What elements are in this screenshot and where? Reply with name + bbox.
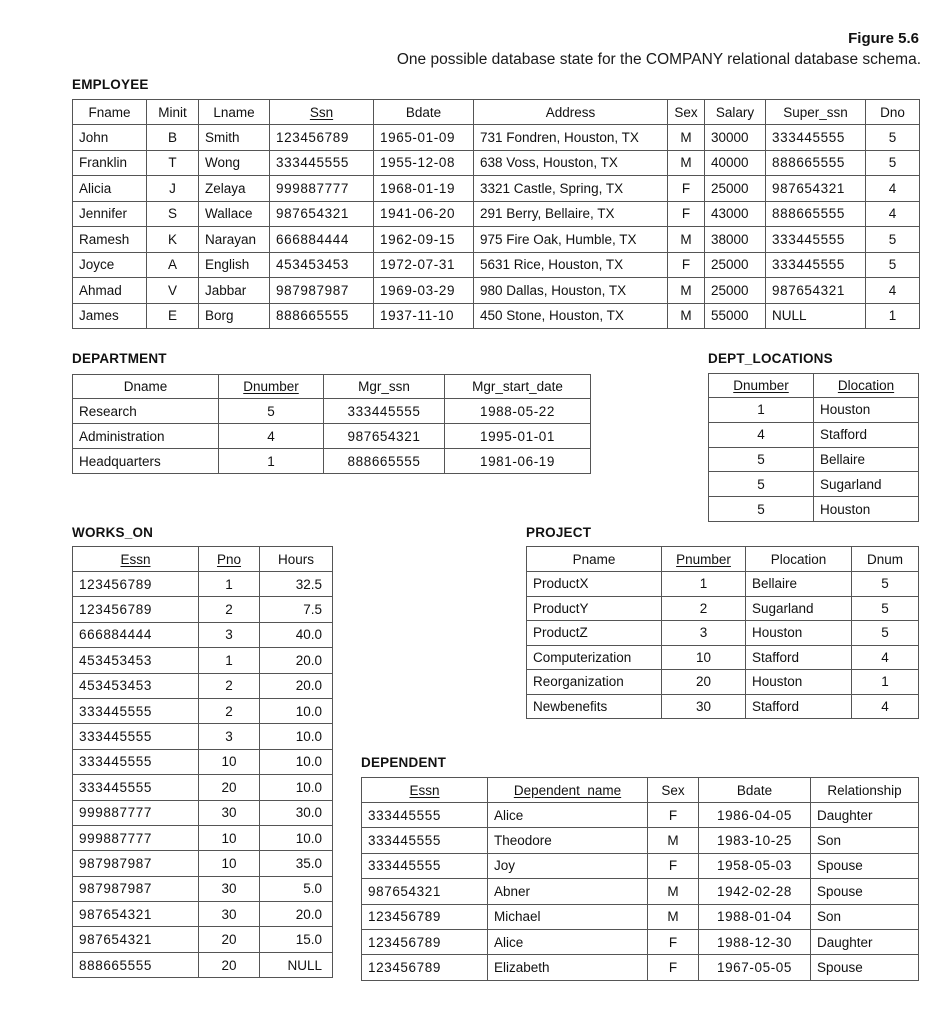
dependent-header-bdate: Bdate <box>699 778 811 803</box>
project-table-title: PROJECT <box>526 525 592 540</box>
employee-cell-ssn: 987654321 <box>270 201 374 227</box>
employee-header-lname: Lname <box>199 100 270 125</box>
works-on-cell-essn: 453453453 <box>73 648 199 673</box>
department-header-dname: Dname <box>73 375 219 399</box>
works-on-cell-hours: 20.0 <box>260 648 333 673</box>
table-row <box>73 775 333 800</box>
employee-cell-sex: M <box>668 150 705 176</box>
employee-cell-bdate: 1965-01-09 <box>374 125 474 151</box>
works-on-cell-pno: 2 <box>199 698 260 723</box>
works-on-cell-hours: 20.0 <box>260 902 333 927</box>
department-cell-dnumber: 4 <box>219 424 324 449</box>
table-row <box>73 749 333 774</box>
employee-cell-salary: 38000 <box>705 227 766 253</box>
table-row <box>73 952 333 977</box>
works-on-cell-pno: 2 <box>199 597 260 622</box>
table-row <box>362 879 919 904</box>
dependent-cell-dependent-name: Michael <box>488 904 648 929</box>
employee-cell-lname: Wong <box>199 150 270 176</box>
employee-cell-sex: M <box>668 125 705 151</box>
department-header-mgr-start-date: Mgr_start_date <box>445 375 591 399</box>
dependent-cell-bdate: 1986-04-05 <box>699 803 811 828</box>
employee-cell-salary: 25000 <box>705 176 766 202</box>
employee-header-bdate: Bdate <box>374 100 474 125</box>
employee-cell-fname: James <box>73 303 147 329</box>
table-row <box>73 800 333 825</box>
employee-cell-lname: Narayan <box>199 227 270 253</box>
employee-cell-fname: Franklin <box>73 150 147 176</box>
project-cell-pname: Newbenefits <box>527 694 662 719</box>
project-cell-plocation: Stafford <box>746 694 852 719</box>
employee-cell-salary: 25000 <box>705 278 766 304</box>
dependent-cell-sex: F <box>648 803 699 828</box>
works-on-cell-pno: 3 <box>199 622 260 647</box>
works-on-cell-essn: 987987987 <box>73 876 199 901</box>
employee-cell-ssn: 987987987 <box>270 278 374 304</box>
dependent-cell-sex: M <box>648 828 699 853</box>
employee-cell-lname: Zelaya <box>199 176 270 202</box>
works-on-cell-essn: 999887777 <box>73 800 199 825</box>
department-cell-dname: Research <box>73 399 219 424</box>
table-row <box>73 424 591 449</box>
employee-cell-super-ssn: 987654321 <box>766 176 866 202</box>
figure-title: Figure 5.6 <box>848 30 919 47</box>
project-cell-pname: ProductX <box>527 572 662 597</box>
department-cell-mgr-ssn: 987654321 <box>324 424 445 449</box>
department-cell-mgr-start-date: 1981-06-19 <box>445 449 591 474</box>
dependent-cell-dependent-name: Theodore <box>488 828 648 853</box>
dependent-cell-sex: M <box>648 904 699 929</box>
employee-header-salary: Salary <box>705 100 766 125</box>
table-row <box>527 596 919 621</box>
employee-cell-dno: 1 <box>866 303 920 329</box>
department-header-dnumber: Dnumber <box>219 375 324 399</box>
department-cell-mgr-start-date: 1995-01-01 <box>445 424 591 449</box>
dependent-table-title: DEPENDENT <box>361 755 447 770</box>
department-cell-dname: Headquarters <box>73 449 219 474</box>
works-on-cell-pno: 3 <box>199 724 260 749</box>
dept-locations-cell-dlocation: Sugarland <box>814 472 919 497</box>
works-on-cell-hours: 10.0 <box>260 825 333 850</box>
works-on-header-pno: Pno <box>199 547 260 572</box>
project-cell-dnum: 5 <box>852 596 919 621</box>
works-on-cell-hours: 35.0 <box>260 851 333 876</box>
project-cell-plocation: Bellaire <box>746 572 852 597</box>
table-row <box>73 825 333 850</box>
dependent-cell-relationship: Son <box>811 904 919 929</box>
works-on-cell-hours: 5.0 <box>260 876 333 901</box>
table-row <box>527 694 919 719</box>
works-on-cell-essn: 333445555 <box>73 698 199 723</box>
employee-cell-lname: Borg <box>199 303 270 329</box>
project-cell-pname: Computerization <box>527 645 662 670</box>
employee-cell-lname: Wallace <box>199 201 270 227</box>
project-cell-dnum: 4 <box>852 694 919 719</box>
employee-cell-sex: M <box>668 227 705 253</box>
dependent-cell-essn: 333445555 <box>362 803 488 828</box>
table-row <box>362 853 919 878</box>
dependent-cell-dependent-name: Alice <box>488 929 648 954</box>
table-row <box>73 698 333 723</box>
project-cell-pnumber: 1 <box>662 572 746 597</box>
table-row <box>709 422 919 447</box>
dependent-header-sex: Sex <box>648 778 699 803</box>
works-on-cell-pno: 10 <box>199 825 260 850</box>
works-on-table <box>72 546 333 978</box>
works-on-cell-pno: 30 <box>199 876 260 901</box>
works-on-cell-essn: 123456789 <box>73 597 199 622</box>
table-row <box>73 176 920 202</box>
employee-cell-minit: K <box>147 227 199 253</box>
works-on-cell-essn: 333445555 <box>73 749 199 774</box>
employee-cell-ssn: 123456789 <box>270 125 374 151</box>
table-row <box>73 902 333 927</box>
works-on-cell-essn: 333445555 <box>73 724 199 749</box>
dept-locations-header-dlocation: Dlocation <box>814 374 919 398</box>
employee-cell-fname: Joyce <box>73 252 147 278</box>
dependent-header-relationship: Relationship <box>811 778 919 803</box>
table-row <box>709 472 919 497</box>
works-on-cell-pno: 10 <box>199 851 260 876</box>
employee-table <box>72 99 920 329</box>
employee-cell-dno: 5 <box>866 252 920 278</box>
employee-cell-bdate: 1941-06-20 <box>374 201 474 227</box>
dependent-cell-essn: 123456789 <box>362 955 488 980</box>
works-on-header-essn: Essn <box>73 547 199 572</box>
employee-cell-ssn: 666884444 <box>270 227 374 253</box>
employee-cell-bdate: 1937-11-10 <box>374 303 474 329</box>
employee-cell-minit: V <box>147 278 199 304</box>
dept-locations-cell-dnumber: 1 <box>709 398 814 423</box>
works-on-cell-hours: 40.0 <box>260 622 333 647</box>
dependent-cell-relationship: Spouse <box>811 853 919 878</box>
employee-cell-super-ssn: 987654321 <box>766 278 866 304</box>
table-row <box>73 125 920 151</box>
employee-header-minit: Minit <box>147 100 199 125</box>
project-header-pname: Pname <box>527 547 662 572</box>
employee-cell-dno: 5 <box>866 150 920 176</box>
dependent-cell-sex: F <box>648 955 699 980</box>
department-cell-dnumber: 5 <box>219 399 324 424</box>
department-cell-mgr-start-date: 1988-05-22 <box>445 399 591 424</box>
employee-cell-sex: F <box>668 176 705 202</box>
project-cell-pname: ProductZ <box>527 621 662 646</box>
table-row <box>362 828 919 853</box>
employee-cell-fname: John <box>73 125 147 151</box>
works-on-cell-hours: 10.0 <box>260 775 333 800</box>
table-row <box>709 398 919 423</box>
dependent-cell-sex: F <box>648 853 699 878</box>
works-on-cell-essn: 888665555 <box>73 952 199 977</box>
dependent-header-dependent-name: Dependent_name <box>488 778 648 803</box>
works-on-cell-essn: 987654321 <box>73 927 199 952</box>
employee-cell-address: 975 Fire Oak, Humble, TX <box>474 227 668 253</box>
employee-cell-salary: 43000 <box>705 201 766 227</box>
employee-cell-super-ssn: 333445555 <box>766 227 866 253</box>
employee-cell-address: 638 Voss, Houston, TX <box>474 150 668 176</box>
employee-cell-salary: 55000 <box>705 303 766 329</box>
dept-locations-cell-dlocation: Stafford <box>814 422 919 447</box>
works-on-cell-pno: 20 <box>199 775 260 800</box>
employee-cell-fname: Alicia <box>73 176 147 202</box>
works-on-table-title: WORKS_ON <box>72 525 154 540</box>
employee-cell-ssn: 333445555 <box>270 150 374 176</box>
project-cell-pnumber: 30 <box>662 694 746 719</box>
table-row <box>73 876 333 901</box>
employee-cell-dno: 5 <box>866 125 920 151</box>
employee-cell-minit: B <box>147 125 199 151</box>
employee-cell-ssn: 453453453 <box>270 252 374 278</box>
employee-cell-super-ssn: 888665555 <box>766 150 866 176</box>
employee-cell-lname: Jabbar <box>199 278 270 304</box>
dependent-cell-sex: F <box>648 929 699 954</box>
department-cell-dname: Administration <box>73 424 219 449</box>
employee-cell-minit: J <box>147 176 199 202</box>
dependent-cell-essn: 333445555 <box>362 828 488 853</box>
dept-locations-cell-dlocation: Houston <box>814 398 919 423</box>
works-on-cell-essn: 333445555 <box>73 775 199 800</box>
dependent-cell-bdate: 1958-05-03 <box>699 853 811 878</box>
employee-cell-sex: M <box>668 278 705 304</box>
employee-cell-sex: M <box>668 303 705 329</box>
dependent-cell-bdate: 1942-02-28 <box>699 879 811 904</box>
table-row <box>73 201 920 227</box>
dependent-cell-sex: M <box>648 879 699 904</box>
employee-cell-bdate: 1972-07-31 <box>374 252 474 278</box>
project-cell-pname: Reorganization <box>527 670 662 695</box>
table-row <box>73 227 920 253</box>
employee-header-dno: Dno <box>866 100 920 125</box>
employee-cell-address: 291 Berry, Bellaire, TX <box>474 201 668 227</box>
project-cell-pnumber: 20 <box>662 670 746 695</box>
works-on-header-hours: Hours <box>260 547 333 572</box>
table-row <box>73 927 333 952</box>
project-table <box>526 546 919 719</box>
department-cell-mgr-ssn: 888665555 <box>324 449 445 474</box>
department-cell-mgr-ssn: 333445555 <box>324 399 445 424</box>
dependent-cell-essn: 123456789 <box>362 929 488 954</box>
dept-locations-cell-dnumber: 5 <box>709 472 814 497</box>
works-on-cell-hours: 20.0 <box>260 673 333 698</box>
table-row <box>362 904 919 929</box>
employee-cell-address: 3321 Castle, Spring, TX <box>474 176 668 202</box>
table-row <box>527 670 919 695</box>
employee-header-sex: Sex <box>668 100 705 125</box>
dependent-cell-essn: 123456789 <box>362 904 488 929</box>
works-on-cell-hours: 10.0 <box>260 698 333 723</box>
works-on-cell-hours: NULL <box>260 952 333 977</box>
table-row <box>73 724 333 749</box>
works-on-cell-hours: 7.5 <box>260 597 333 622</box>
project-header-pnumber: Pnumber <box>662 547 746 572</box>
employee-header-ssn: Ssn <box>270 100 374 125</box>
table-row <box>73 622 333 647</box>
dependent-cell-bdate: 1983-10-25 <box>699 828 811 853</box>
dependent-cell-bdate: 1988-01-04 <box>699 904 811 929</box>
employee-cell-super-ssn: 333445555 <box>766 252 866 278</box>
project-cell-pname: ProductY <box>527 596 662 621</box>
dependent-cell-dependent-name: Abner <box>488 879 648 904</box>
employee-cell-fname: Jennifer <box>73 201 147 227</box>
department-header-mgr-ssn: Mgr_ssn <box>324 375 445 399</box>
table-row <box>362 955 919 980</box>
employee-cell-dno: 5 <box>866 227 920 253</box>
works-on-cell-hours: 30.0 <box>260 800 333 825</box>
works-on-cell-pno: 1 <box>199 572 260 597</box>
employee-cell-address: 980 Dallas, Houston, TX <box>474 278 668 304</box>
table-row <box>73 597 333 622</box>
project-cell-dnum: 1 <box>852 670 919 695</box>
table-row <box>362 929 919 954</box>
project-cell-plocation: Stafford <box>746 645 852 670</box>
dependent-cell-dependent-name: Elizabeth <box>488 955 648 980</box>
works-on-cell-pno: 30 <box>199 800 260 825</box>
employee-cell-dno: 4 <box>866 278 920 304</box>
project-cell-dnum: 4 <box>852 645 919 670</box>
table-row <box>73 252 920 278</box>
dept-locations-cell-dlocation: Houston <box>814 497 919 522</box>
table-row <box>73 648 333 673</box>
table-row <box>73 303 920 329</box>
employee-cell-minit: S <box>147 201 199 227</box>
employee-cell-super-ssn: 333445555 <box>766 125 866 151</box>
employee-table-title: EMPLOYEE <box>72 77 149 92</box>
works-on-cell-essn: 453453453 <box>73 673 199 698</box>
table-row <box>527 572 919 597</box>
dependent-table <box>361 777 919 981</box>
dependent-cell-dependent-name: Joy <box>488 853 648 878</box>
works-on-cell-pno: 30 <box>199 902 260 927</box>
works-on-cell-essn: 999887777 <box>73 825 199 850</box>
employee-header-address: Address <box>474 100 668 125</box>
dependent-header-essn: Essn <box>362 778 488 803</box>
dependent-cell-bdate: 1988-12-30 <box>699 929 811 954</box>
works-on-cell-essn: 666884444 <box>73 622 199 647</box>
project-cell-pnumber: 2 <box>662 596 746 621</box>
project-cell-plocation: Sugarland <box>746 596 852 621</box>
table-row <box>73 851 333 876</box>
employee-cell-address: 731 Fondren, Houston, TX <box>474 125 668 151</box>
project-cell-plocation: Houston <box>746 621 852 646</box>
employee-cell-salary: 25000 <box>705 252 766 278</box>
dept-locations-table <box>708 373 919 522</box>
employee-cell-super-ssn: 888665555 <box>766 201 866 227</box>
table-row <box>362 803 919 828</box>
dept-locations-cell-dnumber: 5 <box>709 447 814 472</box>
employee-cell-fname: Ahmad <box>73 278 147 304</box>
works-on-cell-hours: 10.0 <box>260 724 333 749</box>
works-on-cell-hours: 15.0 <box>260 927 333 952</box>
table-row <box>73 150 920 176</box>
dept-locations-cell-dnumber: 5 <box>709 497 814 522</box>
employee-cell-bdate: 1955-12-08 <box>374 150 474 176</box>
employee-cell-sex: F <box>668 252 705 278</box>
project-cell-pnumber: 10 <box>662 645 746 670</box>
employee-cell-address: 450 Stone, Houston, TX <box>474 303 668 329</box>
works-on-cell-pno: 20 <box>199 927 260 952</box>
works-on-cell-hours: 32.5 <box>260 572 333 597</box>
employee-cell-salary: 30000 <box>705 125 766 151</box>
employee-cell-sex: F <box>668 201 705 227</box>
employee-cell-bdate: 1962-09-15 <box>374 227 474 253</box>
dependent-cell-bdate: 1967-05-05 <box>699 955 811 980</box>
dept-locations-header-dnumber: Dnumber <box>709 374 814 398</box>
employee-cell-bdate: 1969-03-29 <box>374 278 474 304</box>
employee-cell-minit: E <box>147 303 199 329</box>
table-row <box>73 449 591 474</box>
project-header-dnum: Dnum <box>852 547 919 572</box>
works-on-cell-pno: 20 <box>199 952 260 977</box>
employee-cell-minit: T <box>147 150 199 176</box>
works-on-cell-pno: 2 <box>199 673 260 698</box>
works-on-cell-essn: 987987987 <box>73 851 199 876</box>
dependent-cell-dependent-name: Alice <box>488 803 648 828</box>
dept-locations-cell-dlocation: Bellaire <box>814 447 919 472</box>
employee-cell-minit: A <box>147 252 199 278</box>
works-on-cell-essn: 987654321 <box>73 902 199 927</box>
employee-cell-lname: Smith <box>199 125 270 151</box>
table-row <box>73 572 333 597</box>
dependent-cell-relationship: Spouse <box>811 955 919 980</box>
employee-cell-lname: English <box>199 252 270 278</box>
employee-cell-dno: 4 <box>866 176 920 202</box>
department-table-title: DEPARTMENT <box>72 351 167 366</box>
works-on-cell-essn: 123456789 <box>73 572 199 597</box>
project-cell-pnumber: 3 <box>662 621 746 646</box>
project-cell-dnum: 5 <box>852 572 919 597</box>
employee-header-super-ssn: Super_ssn <box>766 100 866 125</box>
project-header-plocation: Plocation <box>746 547 852 572</box>
table-row <box>709 447 919 472</box>
table-row <box>73 399 591 424</box>
project-cell-dnum: 5 <box>852 621 919 646</box>
project-cell-plocation: Houston <box>746 670 852 695</box>
department-cell-dnumber: 1 <box>219 449 324 474</box>
employee-cell-bdate: 1968-01-19 <box>374 176 474 202</box>
employee-cell-ssn: 888665555 <box>270 303 374 329</box>
table-row <box>73 673 333 698</box>
employee-cell-super-ssn: NULL <box>766 303 866 329</box>
table-row <box>527 645 919 670</box>
table-row <box>709 497 919 522</box>
table-row <box>73 278 920 304</box>
works-on-cell-pno: 10 <box>199 749 260 774</box>
works-on-cell-pno: 1 <box>199 648 260 673</box>
dependent-cell-essn: 333445555 <box>362 853 488 878</box>
dependent-cell-relationship: Daughter <box>811 929 919 954</box>
figure-caption: One possible database state for the COMPANY relational database schema. <box>396 51 921 68</box>
dependent-cell-essn: 987654321 <box>362 879 488 904</box>
dependent-cell-relationship: Son <box>811 828 919 853</box>
department-table <box>72 374 591 474</box>
employee-header-fname: Fname <box>73 100 147 125</box>
employee-cell-address: 5631 Rice, Houston, TX <box>474 252 668 278</box>
dependent-cell-relationship: Daughter <box>811 803 919 828</box>
employee-cell-dno: 4 <box>866 201 920 227</box>
table-row <box>527 621 919 646</box>
employee-cell-ssn: 999887777 <box>270 176 374 202</box>
dept-locations-table-title: DEPT_LOCATIONS <box>708 351 833 366</box>
dependent-cell-relationship: Spouse <box>811 879 919 904</box>
works-on-cell-hours: 10.0 <box>260 749 333 774</box>
dept-locations-cell-dnumber: 4 <box>709 422 814 447</box>
employee-cell-fname: Ramesh <box>73 227 147 253</box>
employee-cell-salary: 40000 <box>705 150 766 176</box>
